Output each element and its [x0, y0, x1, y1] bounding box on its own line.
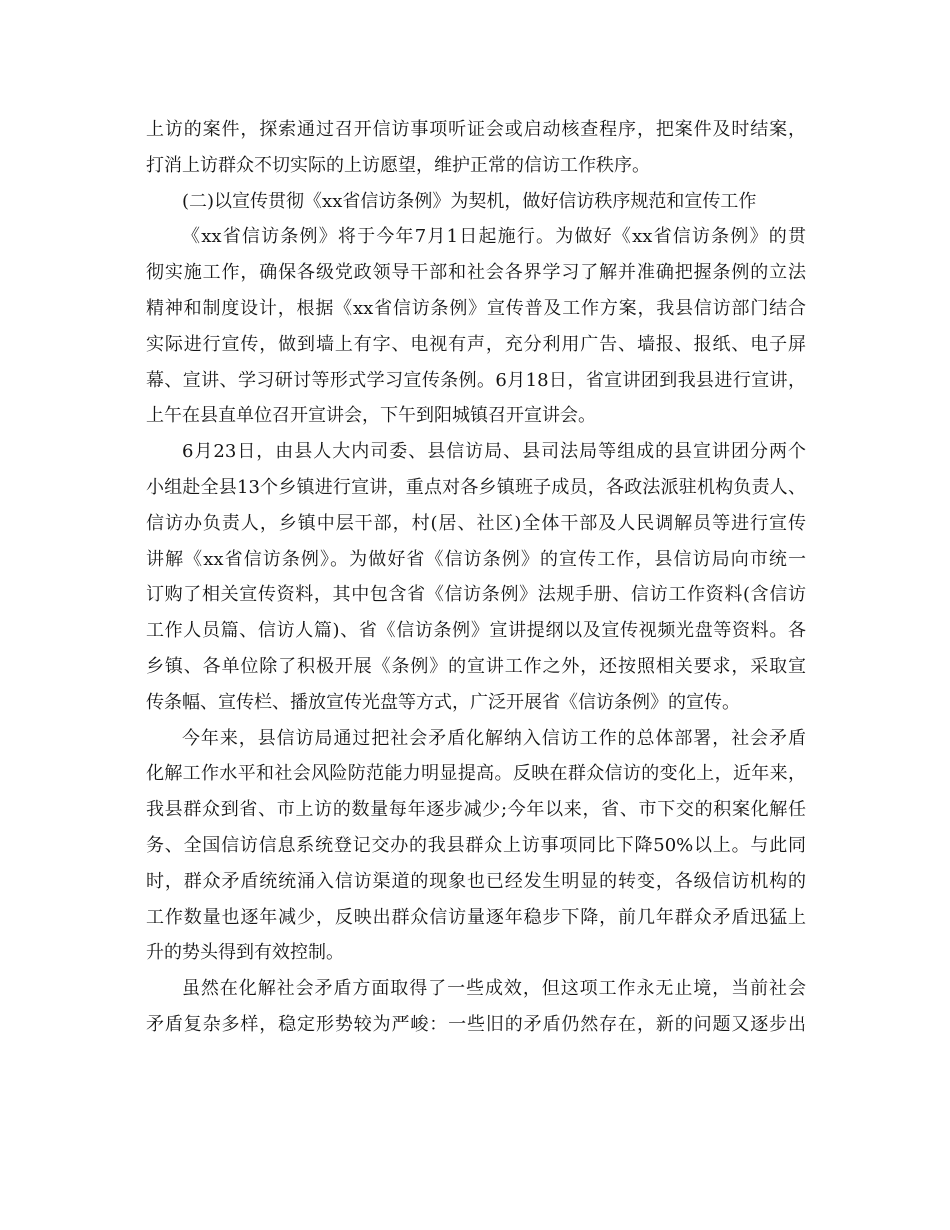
text-line: 化解工作水平和社会风险防范能力明显提高。反映在群众信访的变化上，近年来， [146, 763, 806, 785]
text-line: 讲解《xx省信访条例》。为做好省《信访条例》的宣传工作，县信访局向市统一 [146, 548, 806, 570]
text-line: 订购了相关宣传资料，其中包含省《信访条例》法规手册、信访工作资料(含信访 [146, 584, 806, 606]
text-line: 矛盾复杂多样，稳定形势较为严峻：一些旧的矛盾仍然存在，新的问题又逐步出 [146, 1013, 806, 1035]
text-line: 时，群众矛盾统统涌入信访渠道的现象也已经发生明显的转变，各级信访机构的 [146, 870, 806, 892]
text-line: 工作数量也逐年减少，反映出群众信访量逐年稳步下降，前几年群众矛盾迅猛上 [146, 906, 806, 928]
text-line: 上午在县直单位召开宣讲会，下午到阳城镇召开宣讲会。 [146, 405, 596, 427]
text-line: 传条幅、宣传栏、播放宣传光盘等方式，广泛开展省《信访条例》的宣传。 [146, 691, 740, 713]
text-line: 《xx省信访条例》将于今年7月1日起施行。为做好《xx省信访条例》的贯 [182, 226, 806, 248]
text-line: 上访的案件，探索通过召开信访事项听证会或启动核查程序，把案件及时结案， [146, 119, 806, 140]
text-line: 今年来，县信访局通过把社会矛盾化解纳入信访工作的总体部署，社会矛盾 [182, 727, 806, 749]
text-line: 彻实施工作，确保各级党政领导干部和社会各界学习了解并准确把握条例的立法 [146, 262, 806, 284]
text-line: 乡镇、各单位除了积极开展《条例》的宣讲工作之外，还按照相关要求，采取宣 [146, 655, 806, 677]
text-line: 工作人员篇、信访人篇)、省《信访条例》宣讲提纲以及宣传视频光盘等资料。各 [146, 620, 806, 642]
text-line: 信访办负责人，乡镇中层干部，村(居、社区)全体干部及人民调解员等进行宣传 [146, 512, 806, 534]
text-line: 实际进行宣传，做到墙上有字、电视有声，充分利用广告、墙报、报纸、电子屏 [146, 333, 806, 355]
text-line: 6月23日，由县人大内司委、县信访局、县司法局等组成的县宣讲团分两个 [182, 441, 806, 463]
text-line: 小组赴全县13个乡镇进行宣讲，重点对各乡镇班子成员，各政法派驻机构负责人、 [146, 476, 806, 498]
text-line: 我县群众到省、市上访的数量每年逐步减少;今年以来，省、市下交的积案化解任 [146, 799, 806, 821]
text-line: 精神和制度设计，根据《xx省信访条例》宣传普及工作方案，我县信访部门结合 [146, 297, 806, 319]
text-line: 打消上访群众不切实际的上访愿望，维护正常的信访工作秩序。 [146, 154, 650, 176]
text-line: 升的势头得到有效控制。 [146, 942, 344, 964]
text-line: 虽然在化解社会矛盾方面取得了一些成效，但这项工作永无止境，当前社会 [182, 978, 806, 1000]
text-line: 幕、宣讲、学习研讨等形式学习宣传条例。6月18日，省宣讲团到我县进行宣讲， [146, 369, 806, 391]
text-line: 务、全国信访信息系统登记交办的我县群众上访事项同比下降50%以上。与此同 [146, 834, 806, 856]
text-line: (二)以宣传贯彻《xx省信访条例》为契机，做好信访秩序规范和宣传工作 [182, 190, 757, 212]
document-body-text [146, 112, 806, 1043]
